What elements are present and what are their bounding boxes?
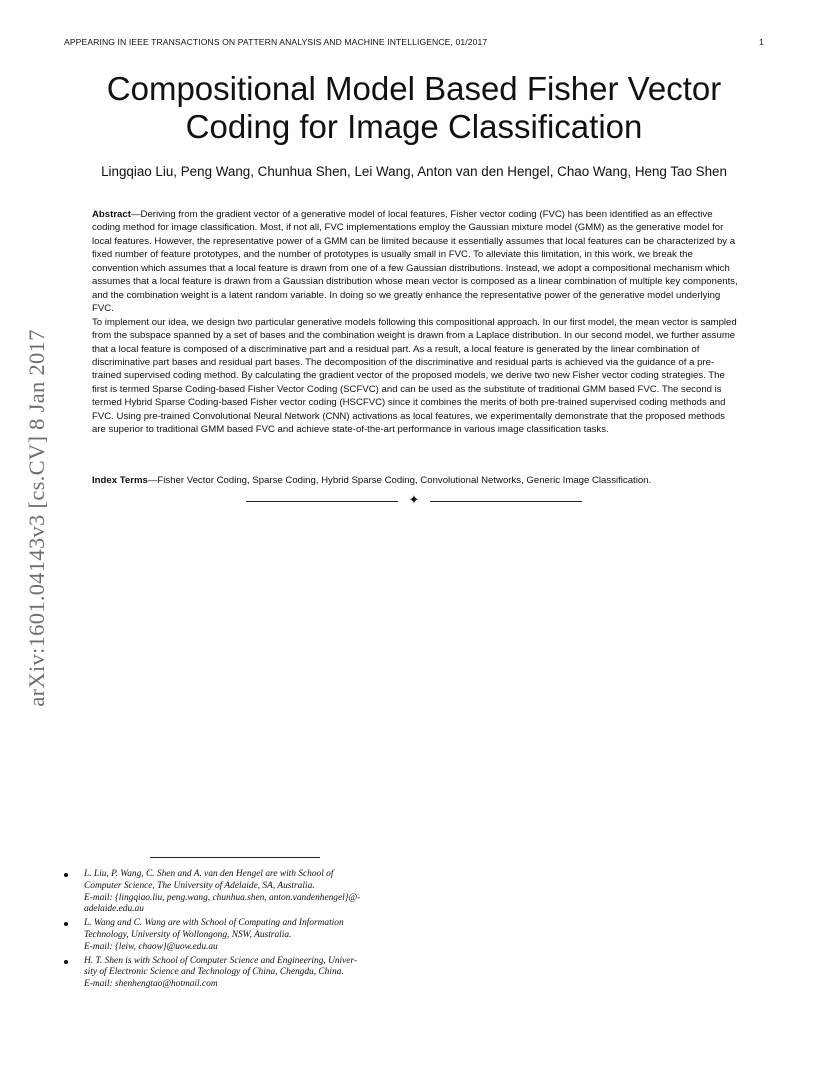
abstract-paragraph-1: [92, 208, 738, 316]
footnotes: [64, 869, 409, 993]
footnote-line: adelaide.edu.au: [84, 904, 144, 915]
footnote-line: sity of Electronic Science and Technology of China, Chengdu, China.: [84, 967, 344, 978]
index-terms-text: —Fisher Vector Coding, Sparse Coding, Hybrid Sparse Coding, Convolutional Networks, Generic Image Classification.: [147, 475, 652, 486]
title-line-1: Compositional Model Based Fisher Vector: [106, 70, 722, 107]
separator-rule-right: [430, 501, 582, 502]
separator-rule-left: [246, 501, 398, 502]
bullet-icon: [64, 873, 68, 877]
footnote-line: Technology, University of Wollongong, NSW, Australia.: [84, 929, 292, 940]
footnote-line: E-mail: shenhengtao@hotmail.com: [84, 979, 218, 990]
abstract-label: Abstract: [92, 209, 131, 220]
footnote-item: [64, 956, 409, 991]
footnote-line: H. T. Shen is with School of Computer Science and Engineering, Univer-: [84, 955, 358, 966]
footnote-line: E-mail: {lingqiao.liu, peng.wang, chunhua.shen, anton.vandenhengel}@-: [84, 892, 361, 903]
author-list: Lingqiao Liu, Peng Wang, Chunhua Shen, Lei Wang, Anton van den Hengel, Chao Wang, Heng Tao Shen: [101, 164, 727, 179]
index-terms: [92, 474, 738, 487]
running-header: APPEARING IN IEEE TRANSACTIONS ON PATTERN ANALYSIS AND MACHINE INTELLIGENCE, 01/2017: [64, 37, 488, 47]
footnote-line: L. Liu, P. Wang, C. Shen and A. van den Hengel are with School of: [84, 869, 334, 879]
paper-title: [60, 70, 768, 146]
title-line-2: Coding for Image Classification: [185, 108, 643, 145]
index-terms-label: Index Terms: [92, 475, 148, 486]
footnote-line: Computer Science, The University of Adelaide, SA, Australia.: [84, 880, 315, 891]
abstract-paragraph-2: To implement our idea, we design two particular generative models following this compositional approach. In our first model, the mean vector is sampled from the subspace spanned by a set of bases and the combination weight is drawn from a Laplace distribution. In our second model, we further assume that a local feature is composed of a discriminative part and a residual part. As a result, a local feature is generated by the linear combination of discriminative part bases and residual part bases. The decomposition of the discriminative and residual parts is achieved via the guidance of a pre-trained supervised coding method. By calculating the gradient vector of the proposed models, we derive two new Fisher vector coding strategies. The first is termed Sparse Coding-based Fisher Vector Coding (SCFVC) and can be used as the substitute of traditional GMM based FVC. The second is termed Hybrid Sparse Coding-based Fisher vector coding (HSCFVC) since it combines the merits of both pre-trained supervised coding methods and FVC. Using pre-trained Convolutional Neural Network (CNN) activations as local features, we experimentally demonstrate that the proposed methods are superior to traditional GMM based FVC and achieve state-of-the-art performance in various image classification tasks.: [92, 316, 737, 436]
abstract-text-1: —Deriving from the gradient vector of a generative model of local features, Fisher vector coding (FVC) has been identified as an effective coding method for image classification. Most, if not all, FVC implementations employ the Gaussian mixture model (GMM) as the generative model for local features. However, the representative power of a GMM can be limited because it essentially assumes that local features can be characterized by a fixed number of feature prototypes, and the number of prototypes is usually small in FVC. To alleviate this limitation, in this work, we break the convention which assumes that a local feature is drawn from one of a few Gaussian distributions. Instead, we adopt a compositional mechanism which assumes that a local feature is drawn from a Gaussian distribution whose mean vector is composed as a linear combination of multiple key components, and the combination weight is a latent random variable. In doing so we greatly enhance the representative power of the generative model underlying FVC.: [92, 209, 738, 315]
footnote-line: E-mail: {leiw, chaow}@uow.edu.au: [84, 941, 218, 952]
footnote-item: [64, 918, 409, 953]
bullet-icon: [64, 922, 68, 926]
abstract: [92, 208, 738, 437]
footnote-line: L. Wang and C. Wang are with School of Computing and Information: [84, 918, 344, 929]
diamond-separator-icon: ✦: [408, 493, 420, 508]
page-number: 1: [759, 37, 764, 47]
arxiv-identifier-stamp: arXiv:1601.04143v3 [cs.CV] 8 Jan 2017: [24, 329, 49, 707]
bullet-icon: [64, 960, 68, 964]
footnote-item: [64, 869, 409, 916]
footnote-rule: [150, 857, 320, 858]
